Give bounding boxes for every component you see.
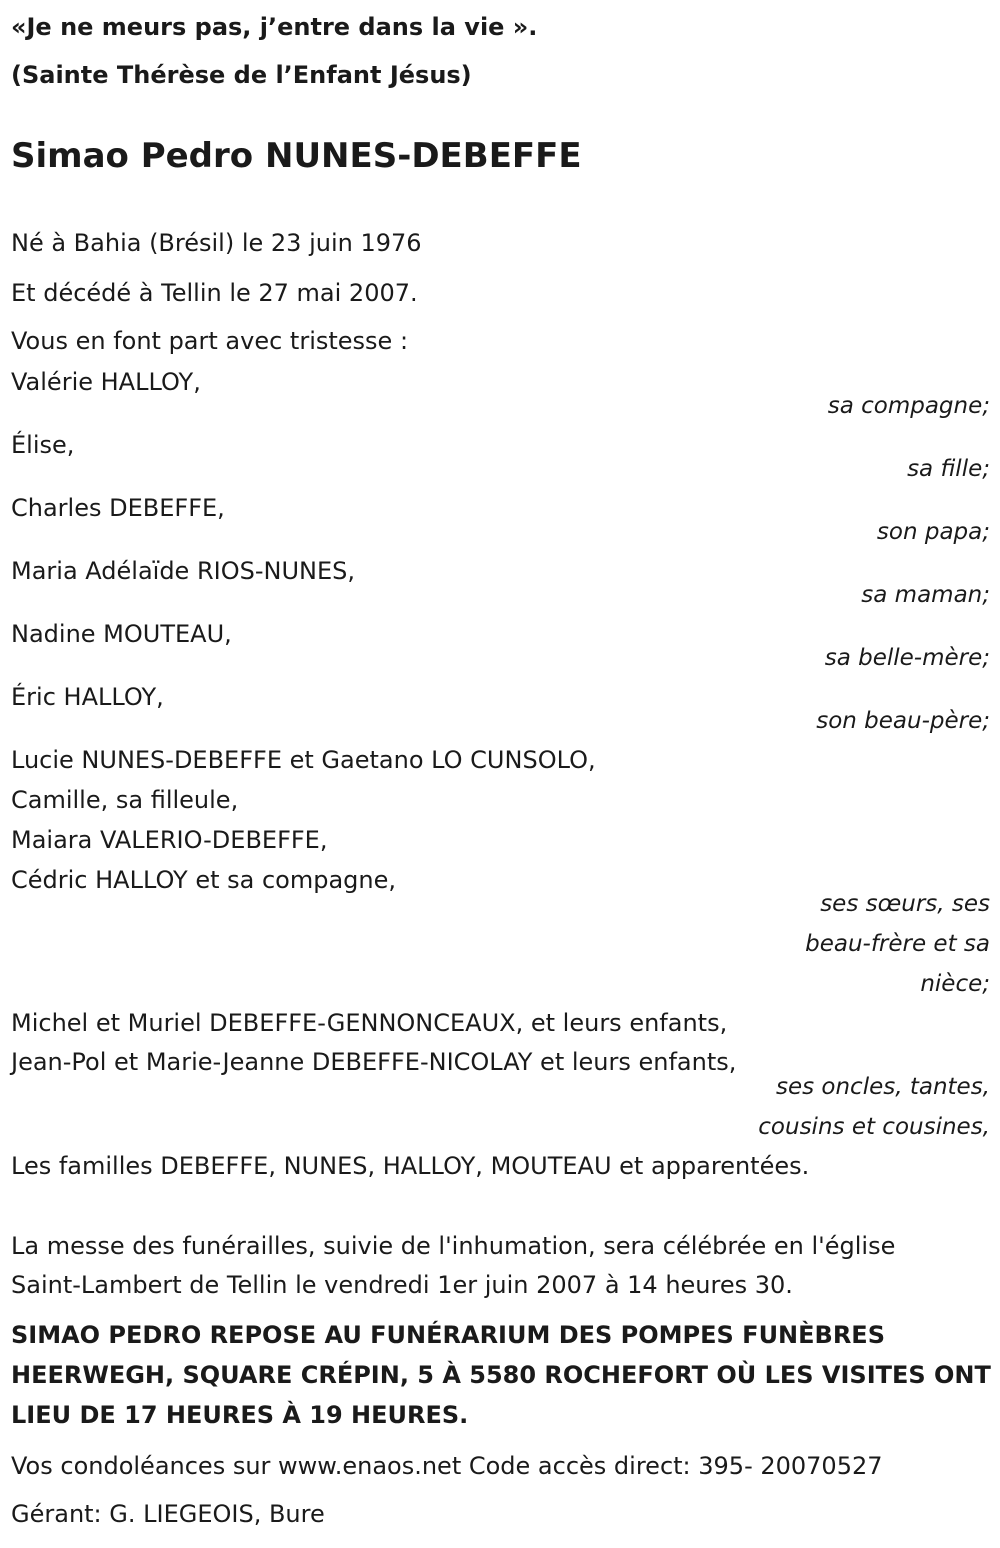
manager-line: Gérant: G. LIEGEOIS, Bure xyxy=(11,1500,325,1528)
deceased-name: Simao Pedro NUNES-DEBEFFE xyxy=(11,136,582,176)
relation-elise: sa fille; xyxy=(907,456,990,482)
relation-maria: sa maman; xyxy=(861,582,990,608)
relation-siblings: beau-frère et sa xyxy=(805,931,990,957)
relation-eric: son beau-père; xyxy=(816,708,990,734)
quote-attribution: (Sainte Thérèse de l’Enfant Jésus) xyxy=(11,61,472,89)
quote-line-1: «Je ne meurs pas, j’entre dans la vie ». xyxy=(11,13,538,41)
intro-line: Vous en font part avec tristesse : xyxy=(11,327,409,355)
uncle-line: Jean-Pol et Marie-Jeanne DEBEFFE-NICOLAY et leurs enfants, xyxy=(11,1048,737,1076)
sibling-line: Cédric HALLOY et sa compagne, xyxy=(11,866,397,894)
birth-line: Né à Bahia (Brésil) le 23 juin 1976 xyxy=(11,229,422,257)
sibling-line: Lucie NUNES-DEBEFFE et Gaetano LO CUNSOLO, xyxy=(11,746,596,774)
sibling-line: Camille, sa filleule, xyxy=(11,786,239,814)
funeral-line: Saint-Lambert de Tellin le vendredi 1er juin 2007 à 14 heures 30. xyxy=(11,1271,793,1299)
relation-valerie: sa compagne; xyxy=(827,393,990,419)
uncle-line: Michel et Muriel DEBEFFE-GENNONCEAUX, et leurs enfants, xyxy=(11,1009,728,1037)
relation-siblings: nièce; xyxy=(920,971,990,997)
family-member-eric: Éric HALLOY, xyxy=(11,683,164,711)
funeral-line: La messe des funérailles, suivie de l'inhumation, sera célébrée en l'église xyxy=(11,1232,896,1260)
families-line: Les familles DEBEFFE, NUNES, HALLOY, MOUTEAU et apparentées. xyxy=(11,1152,810,1180)
family-member-nadine: Nadine MOUTEAU, xyxy=(11,620,232,648)
family-member-maria: Maria Adélaïde RIOS-NUNES, xyxy=(11,557,355,585)
relation-uncles: cousins et cousines, xyxy=(758,1114,990,1140)
relation-siblings: ses sœurs, ses xyxy=(820,891,990,917)
relation-charles: son papa; xyxy=(876,519,990,545)
family-member-valerie: Valérie HALLOY, xyxy=(11,368,201,396)
relation-uncles: ses oncles, tantes, xyxy=(775,1074,990,1100)
relation-nadine: sa belle-mère; xyxy=(824,645,990,671)
funerarium-notice: SIMAO PEDRO REPOSE AU FUNÉRARIUM DES POMPES FUNÈBRES HEERWEGH, SQUARE CRÉPIN, 5 À 5580 ROCHEFORT OÙ LES VISITES ONT LIEU DE 17 HEURES À 19 HEURES. xyxy=(11,1321,991,1429)
sibling-line: Maiara VALERIO-DEBEFFE, xyxy=(11,826,328,854)
family-member-elise: Élise, xyxy=(11,431,75,459)
condolences-line: Vos condoléances sur www.enaos.net Code accès direct: 395- 20070527 xyxy=(11,1452,883,1480)
death-line: Et décédé à Tellin le 27 mai 2007. xyxy=(11,279,418,307)
family-member-charles: Charles DEBEFFE, xyxy=(11,494,225,522)
